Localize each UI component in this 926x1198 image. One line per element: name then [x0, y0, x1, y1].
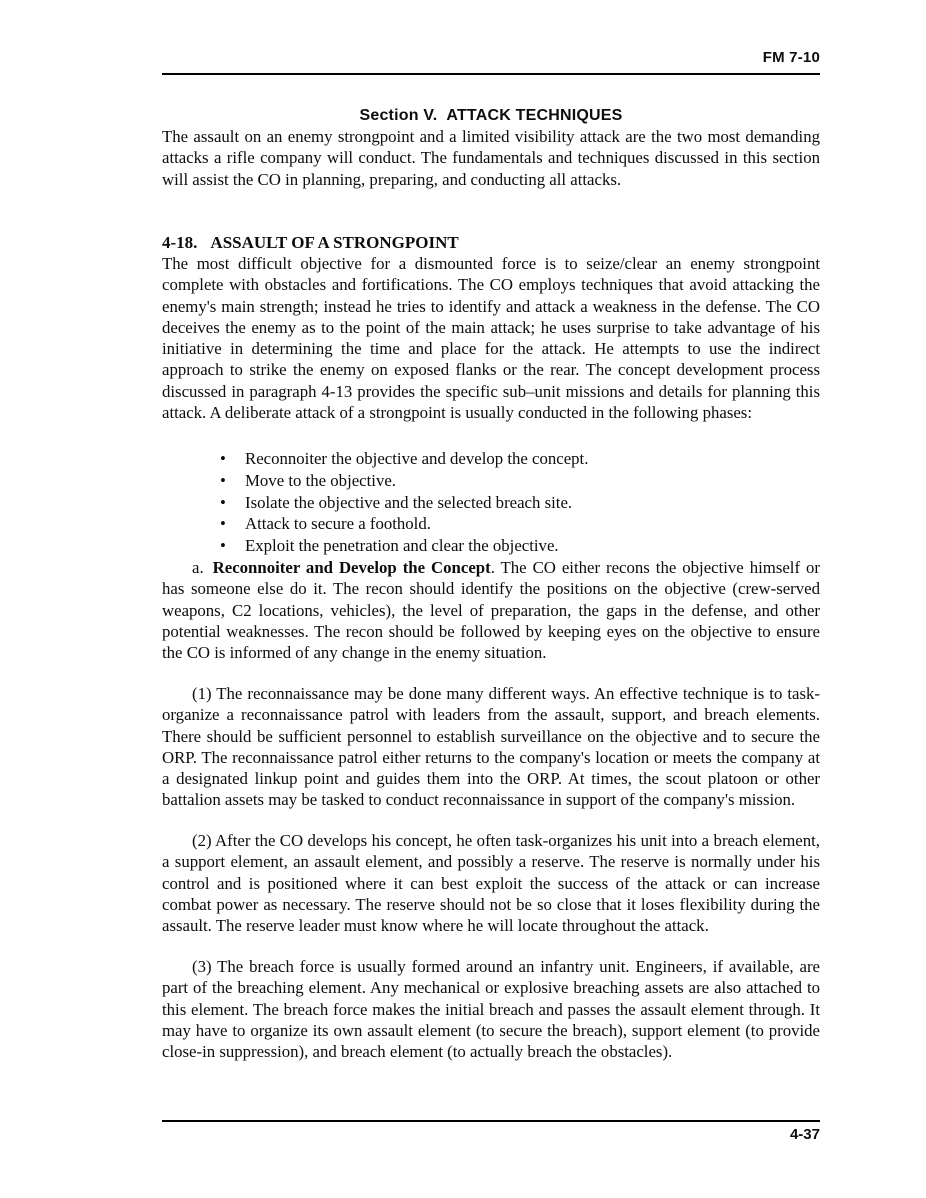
bullet-icon: • [220, 449, 226, 468]
subparagraph-a-label: a. [192, 558, 204, 577]
paragraph-418-number: 4-18. [162, 233, 198, 252]
list-item [162, 492, 820, 514]
subparagraph-a-bold-title: Reconnoiter and Develop the Concept [212, 558, 491, 577]
section-heading-prefix: Section V. [359, 107, 438, 124]
paragraph-418-body: The most difficult objective for a dismounted force is to seize/clear an enemy strongpoint complete with obstacles and fortifications. The CO employs techniques that avoid attacking the enemy's main strength; instead he tries to identify and attack a weakness in the defense. The CO deceives the enemy as to the point of the main attack; he uses surprise to take advantage of his initiative in determining the time and place for the attack. He attempts to use the indirect approach to strike the enemy on exposed flanks or the rear. The concept development process discussed in paragraph 4-13 provides the specific sub–unit missions and details for planning this attack. A deliberate attack of a strongpoint is usually conducted in the following phases: [162, 254, 820, 423]
subparagraph-a [162, 557, 820, 663]
section-heading-title: ATTACK TECHNIQUES [446, 107, 623, 124]
list-item-text: Exploit the penetration and clear the objective. [245, 536, 559, 556]
subparagraph-1: (1) The reconnaissance may be done many different ways. An effective technique is to task-organize a reconnaissance patrol with leaders from the assault, support, and breach elements. There should be sufficient personnel to establish surveillance on the objective and to secure the ORP. The reconnaissance patrol either returns to the company's location or meets the company at a designated linkup point and guides them into the ORP. At times, the scout platoon or other battalion assets may be tasked to conduct reconnaissance in support of the company's mission. [162, 684, 820, 810]
section-intro-paragraph: The assault on an enemy strongpoint and a limited visibility attack are the two most demanding attacks a rifle company will conduct. The fundamentals and techniques discussed in this section will assist the CO in planning, preparing, and conducting all attacks. [162, 127, 820, 189]
list-item-text: Isolate the objective and the selected breach site. [245, 492, 573, 512]
paragraph-418-title: ASSAULT OF A STRONGPOINT [210, 233, 459, 252]
subparagraph-a-text: . The CO either recons the objective himself or has someone else do it. The recon should identify the positions on the objective (crew-served weapons, C2 locations, vehicles), the level of preparation, the gaps in the defense, and other potential weaknesses. The recon should be followed by keeping eyes on the objective to ensure the CO is informed of any change in the enemy situation. [162, 558, 820, 663]
header-rule [162, 73, 820, 75]
header-doc-code: FM 7-10 [762, 49, 820, 66]
list-item-text: Reconnoiter the objective and develop the concept. [245, 449, 589, 468]
list-item [162, 535, 820, 557]
list-item [162, 513, 820, 535]
bullet-icon: • [220, 470, 226, 490]
page-content [162, 0, 820, 1198]
subparagraph-2: (2) After the CO develops his concept, he often task-organizes his unit into a breach element, a support element, an assault element, and possibly a reserve. The reserve is normally under his control and is positioned where it can best exploit the success of the attack or can increase combat power as necessary. The reserve should not be so close that it loses flexibility during the assault. The reserve leader must know where he will locate throughout the attack. [162, 831, 820, 936]
list-item [162, 448, 820, 470]
bullet-icon: • [220, 536, 226, 556]
footer-rule [162, 1120, 820, 1122]
phase-bullet-list [162, 448, 820, 557]
list-item-text: Move to the objective. [245, 470, 396, 490]
paragraph-418-heading [162, 232, 820, 254]
bullet-icon: • [220, 492, 226, 512]
section-heading [162, 105, 820, 127]
list-item [162, 470, 820, 492]
footer-page-number: 4-37 [789, 1126, 820, 1143]
bullet-icon: • [220, 514, 226, 534]
list-item-text: Attack to secure a foothold. [245, 514, 431, 534]
subparagraph-3: (3) The breach force is usually formed around an infantry unit. Engineers, if available, are part of the breaching element. Any mechanical or explosive breaching assets are also attached to this element. The breach force makes the initial breach and passes the assault element through. It may have to organize its own assault element (to secure the breach), support element (to provide close-in suppression), and breach element (to actually breach the obstacles). [162, 957, 820, 1062]
